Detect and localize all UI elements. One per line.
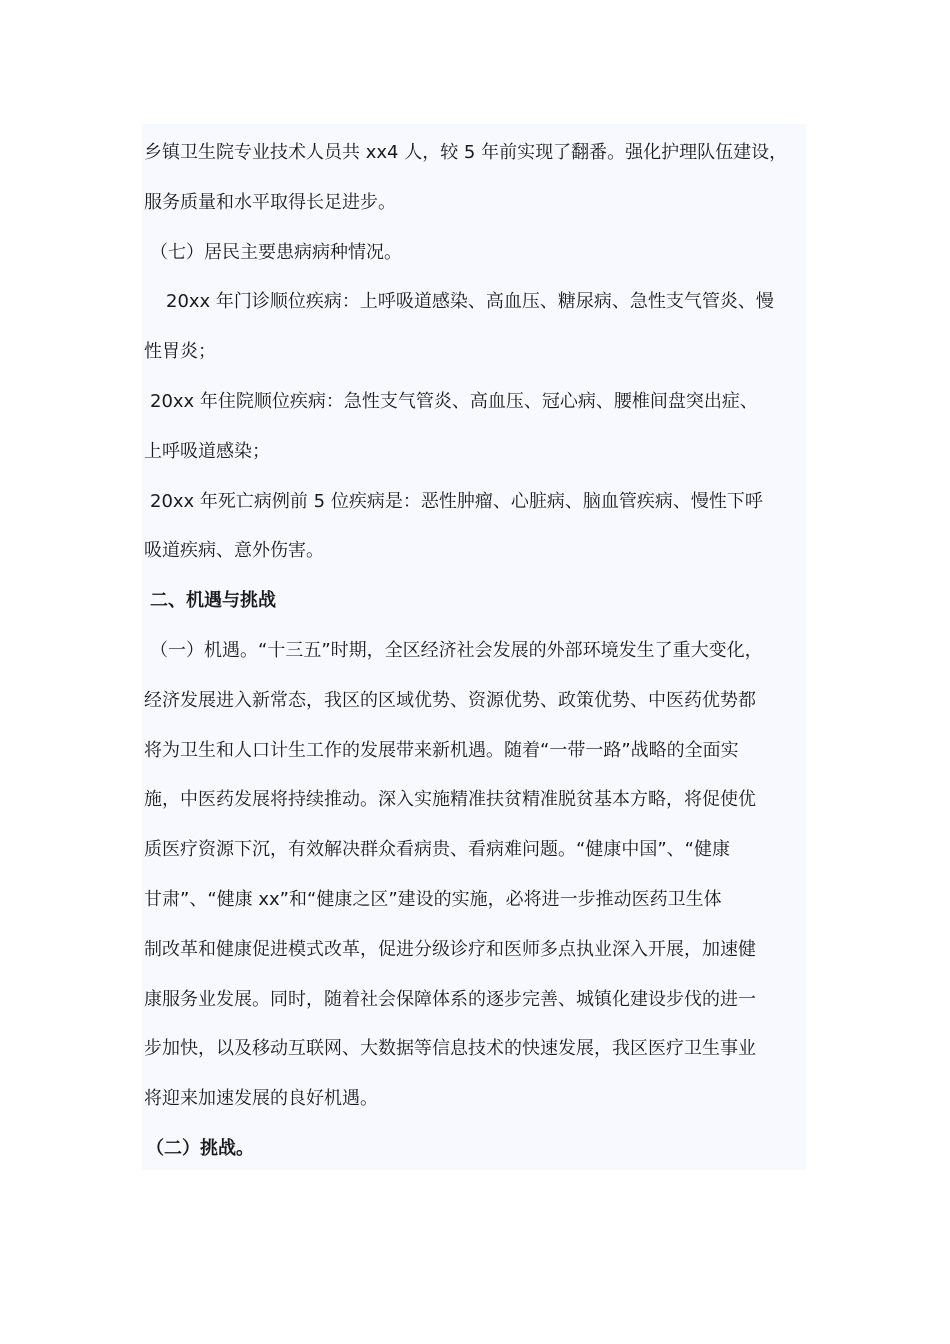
paragraph-line: 上呼吸道感染； (144, 440, 270, 462)
paragraph-line: 乡镇卫生院专业技术人员共 xx4 人，较 5 年前实现了翻番。强化护理队伍建设， (144, 142, 788, 163)
paragraph-line: 20xx 年住院顺位疾病：急性支气管炎、高血压、冠心病、腰椎间盘突出症、 (150, 391, 758, 412)
paragraph-line: 将为卫生和人口计生工作的发展带来新机遇。随着“一带一路”战略的全面实 (144, 739, 739, 761)
paragraph-line: （一）机遇。“十三五”时期，全区经济社会发展的外部环境发生了重大变化， (150, 640, 763, 661)
document-text-block (142, 124, 806, 1170)
paragraph-line: 施，中医药发展将持续推动。深入实施精准扶贫精准脱贫基本方略，将促使优 (144, 789, 756, 811)
paragraph-line: 20xx 年门诊顺位疾病：上呼吸道感染、高血压、糖尿病、急性支气管炎、慢 (166, 291, 774, 313)
paragraph-line: 20xx 年死亡病例前 5 位疾病是：恶性肿瘤、心脏病、脑血管疾病、慢性下呼 (150, 490, 763, 512)
paragraph-line: 制改革和健康促进模式改革，促进分级诊疗和医师多点执业深入开展，加速健 (144, 938, 756, 960)
paragraph-line: 服务质量和水平取得长足进步。 (144, 191, 396, 213)
section-heading: （二）挑战。 (146, 1138, 254, 1159)
paragraph-line: 性胃炎； (144, 341, 216, 363)
paragraph-line: （七）居民主要患病病种情况。 (150, 241, 402, 263)
paragraph-line: 质医疗资源下沉，有效解决群众看病贵、看病难问题。“健康中国”、“健康 (144, 839, 730, 861)
section-heading: 二、机遇与挑战 (150, 590, 276, 612)
paragraph-line: 将迎来加速发展的良好机遇。 (144, 1088, 378, 1110)
paragraph-line: 步加快，以及移动互联网、大数据等信息技术的快速发展，我区医疗卫生事业 (144, 1038, 756, 1060)
paragraph-line: 经济发展进入新常态，我区的区域优势、资源优势、政策优势、中医药优势都 (144, 689, 756, 711)
paragraph-line: 吸道疾病、意外伤害。 (144, 540, 324, 562)
paragraph-line: 康服务业发展。同时，随着社会保障体系的逐步完善、城镇化建设步伐的进一 (144, 988, 756, 1010)
paragraph-line: 甘肃”、“健康 xx”和“健康之区”建设的实施，必将进一步推动医药卫生体 (144, 889, 722, 910)
